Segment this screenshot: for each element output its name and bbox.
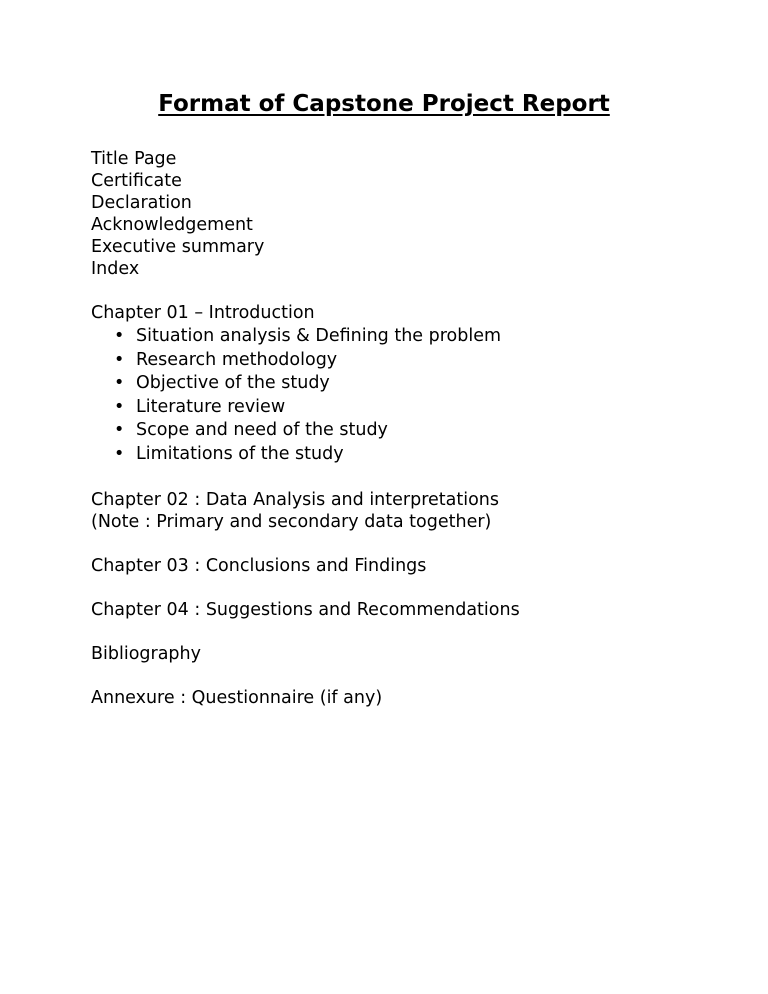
chapter-02-section (91, 489, 731, 533)
bullet-icon: • (114, 349, 125, 370)
list-item-text: Scope and need of the study (136, 420, 388, 441)
list-item (91, 372, 731, 396)
chapter-02-note: (Note : Primary and secondary data together) (91, 511, 492, 532)
spacer (91, 621, 731, 643)
front-matter-item: Index (91, 259, 140, 279)
list-item-text: Objective of the study (136, 373, 330, 394)
spacer (91, 280, 731, 302)
spacer (91, 665, 731, 687)
bullet-icon: • (114, 443, 125, 464)
list-item (91, 443, 731, 467)
chapter-01-section (91, 302, 731, 467)
chapter-04-heading: Chapter 04 : Suggestions and Recommendations (91, 599, 520, 620)
annexure-heading: Annexure : Questionnaire (if any) (91, 687, 383, 708)
list-item-text: Situation analysis & Defining the problem (136, 326, 502, 346)
list-item (91, 325, 731, 349)
chapter-01-heading: Chapter 01 – Introduction (91, 303, 315, 323)
list-item (91, 349, 731, 373)
bullet-icon: • (114, 420, 125, 441)
report-outline (91, 148, 731, 709)
bibliography-heading: Bibliography (91, 643, 201, 664)
list-item (91, 396, 731, 420)
bullet-icon: • (114, 396, 125, 417)
front-matter-item: Certificate (91, 171, 182, 191)
front-matter-item: Title Page (91, 149, 177, 169)
front-matter-item: Acknowledgement (91, 215, 253, 235)
list-item (91, 419, 731, 443)
list-item-text: Research methodology (136, 349, 338, 370)
spacer (91, 467, 731, 489)
chapter-02-heading: Chapter 02 : Data Analysis and interpretations (91, 489, 500, 510)
list-item-text: Limitations of the study (136, 443, 344, 464)
page-title: Format of Capstone Project Report (158, 91, 610, 117)
chapter-01-bullet-list (91, 325, 731, 467)
spacer (91, 533, 731, 555)
front-matter-item: Declaration (91, 193, 192, 213)
front-matter-item: Executive summary (91, 237, 265, 257)
list-item-text: Literature review (136, 396, 286, 417)
spacer (91, 577, 731, 599)
bullet-icon: • (114, 326, 125, 346)
chapter-03-heading: Chapter 03 : Conclusions and Findings (91, 555, 427, 576)
front-matter-list (91, 148, 731, 280)
bullet-icon: • (114, 373, 125, 394)
